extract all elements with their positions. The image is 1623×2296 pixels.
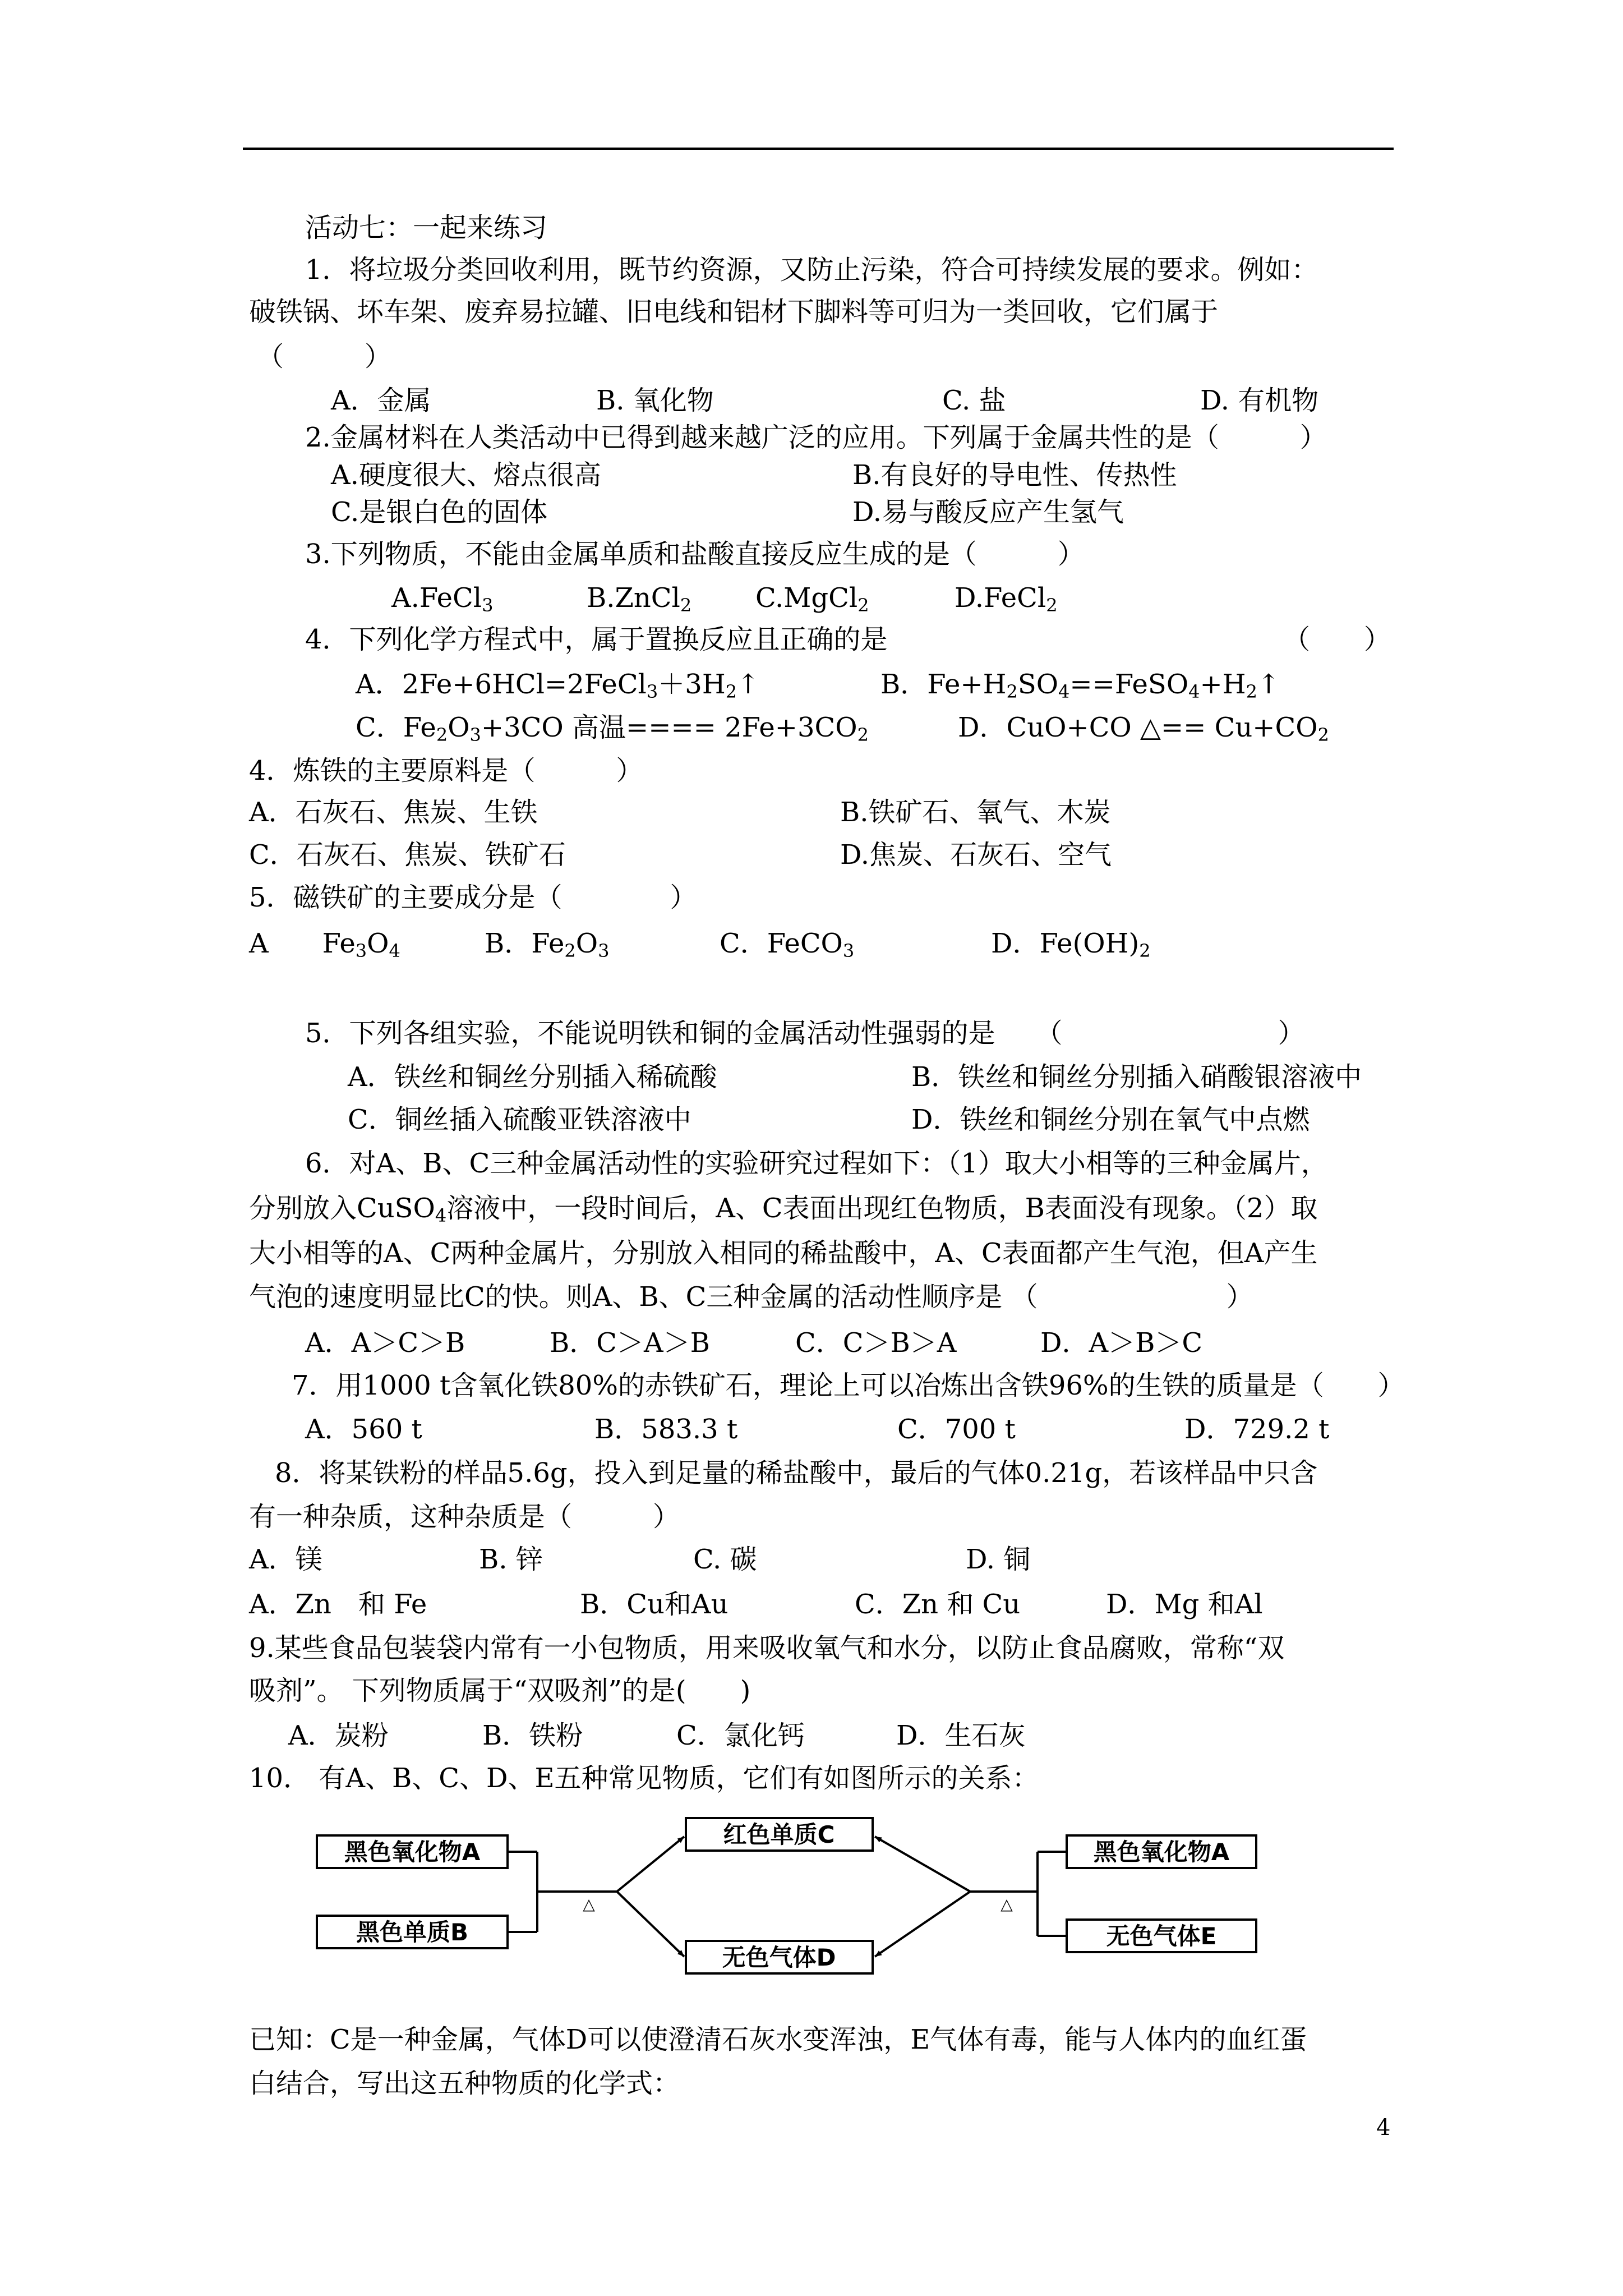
- q3-option-a: A.FeCl$_3$: [391, 582, 494, 616]
- q1-option-a: A．金属: [331, 385, 431, 416]
- q8-option-c2: C．Zn 和 Cu: [855, 1589, 1021, 1620]
- q4-option-a: A．$2Fe+6HCl=2FeCl_3+3H_2↑$: [356, 669, 760, 702]
- label-right-top: 黑色氧化物A: [1093, 1838, 1230, 1866]
- q5b-option-c: C．铜丝插入硫酸亚铁溶液中: [348, 1104, 691, 1135]
- label-mid-bottom: 无色气体D: [722, 1944, 836, 1971]
- q8-option-b: B. 锌: [479, 1544, 543, 1575]
- q1-option-d: D. 有机物: [1200, 385, 1319, 416]
- q9-line2: 吸剂”。 下列物质属于“双吸剂”的是( ): [249, 1675, 751, 1706]
- q4-option-d: D．CuO+CO △== $Cu+CO_2$: [958, 712, 1329, 746]
- q5b-option-b: B．铁丝和铜丝分别插入硝酸银溶液中: [911, 1061, 1362, 1093]
- q9-option-b: B．铁粉: [482, 1720, 583, 1751]
- q7-option-c: C．700 t: [897, 1414, 1016, 1445]
- page-number: 4: [1376, 2115, 1391, 2141]
- q1-line1: 1．将垃圾分类回收利用，既节约资源，又防止污染，符合可持续发展的要求。例如：: [305, 254, 1318, 286]
- q6-line4: 气泡的速度明显比C的快。则A、B、C三种金属的活动性顺序是 （ ）: [249, 1281, 1253, 1313]
- q6-line1: 6．对A、B、C三种金属活动性的实验研究过程如下：（1）取大小相等的三种金属片，: [305, 1148, 1328, 1179]
- q4-option-b: B．$Fe+H_2SO_4==FeSO_4+H_2↑$: [880, 669, 1280, 702]
- q7-option-d: D．729.2 t: [1184, 1414, 1330, 1445]
- heat-symbol-left: △: [583, 1895, 595, 1913]
- q10-known-line1: 已知：C是一种金属，气体D可以使澄清石灰水变浑浊，E气体有毒，能与人体内的血红蛋: [249, 2024, 1307, 2055]
- q1-option-b: B. 氧化物: [596, 385, 714, 416]
- q5a-option-d: D．$Fe(OH)_2$: [991, 928, 1151, 961]
- q4b-stem: 4．炼铁的主要原料是（ ）: [249, 755, 643, 786]
- label-right-bottom: 无色气体E: [1106, 1922, 1217, 1950]
- q5b-option-a: A．铁丝和铜丝分别插入稀硫酸: [348, 1061, 717, 1093]
- q1-paren: （ ）: [257, 341, 392, 372]
- q10-stem: 10． 有A、B、C、D、E五种常见物质，它们有如图所示的关系：: [249, 1763, 1039, 1794]
- q10-known-line2: 白结合，写出这五种物质的化学式：: [249, 2068, 680, 2099]
- q5b-option-d: D．铁丝和铜丝分别在氧气中点燃: [911, 1104, 1310, 1135]
- q4-paren: （ ）: [1283, 624, 1391, 655]
- reaction-diagram: [303, 1806, 1290, 1991]
- q6-option-c: C．C＞B＞A: [795, 1327, 957, 1359]
- label-left-top: 黑色氧化物A: [344, 1838, 481, 1866]
- q1-line2: 破铁锅、坏车架、废弃易拉罐、旧电线和铝材下脚料等可归为一类回收，它们属于: [249, 296, 1219, 328]
- q3-option-d: D.FeCl$_2$: [955, 582, 1058, 616]
- q6-option-a: A．A＞C＞B: [305, 1327, 465, 1359]
- q2-option-d: D.易与酸反应产生氢气: [852, 496, 1124, 528]
- q5a-option-c: C．FeCO$_3$: [720, 928, 855, 961]
- q5a-option-b: B．$Fe_2O_3$: [485, 928, 610, 961]
- q2-option-b: B.有良好的导电性、传热性: [852, 459, 1177, 491]
- q2-option-c: C.是银白色的固体: [331, 496, 548, 528]
- q7-option-b: B．583.3 t: [594, 1414, 738, 1445]
- heat-symbol-right: △: [1000, 1895, 1013, 1913]
- q8-option-a2: A．Zn 和 Fe: [249, 1589, 427, 1620]
- q6-line2: 分别放入CuSO$_4$溶液中，一段时间后，A、C表面出现红色物质，B表面没有现象。（2）取: [249, 1193, 1318, 1226]
- q4-stem: 4．下列化学方程式中，属于置换反应且正确的是: [305, 624, 888, 655]
- q5b-stem: 5．下列各组实验，不能说明铁和铜的金属活动性强弱的是 （ ）: [305, 1018, 1305, 1049]
- q3-option-b: B.ZnCl$_2$: [587, 582, 692, 616]
- q4b-option-b: B.铁矿石、氧气、木炭: [840, 797, 1111, 828]
- q9-line1: 9.某些食品包装袋内常有一小包物质，用来吸收氧气和水分，以防止食品腐败，常称“双: [249, 1632, 1285, 1664]
- q6-option-b: B．C＞A＞B: [550, 1327, 710, 1359]
- q9-option-c: C．氯化钙: [676, 1720, 805, 1751]
- header-rule: [243, 148, 1394, 150]
- q8-option-d2: D．Mg 和Al: [1106, 1589, 1263, 1620]
- label-left-bottom: 黑色单质B: [356, 1918, 469, 1946]
- q7-stem: 7．用1000 t含氧化铁80%的赤铁矿石，理论上可以冶炼出含铁96%的生铁的质量是（ ）: [292, 1370, 1405, 1401]
- q8-option-a: A．镁: [249, 1544, 322, 1575]
- q8-option-d: D. 铜: [966, 1544, 1031, 1575]
- q2-stem: 2.金属材料在人类活动中已得到越来越广泛的应用。下列属于金属共性的是（ ）: [305, 422, 1327, 453]
- q4b-option-d: D.焦炭、石灰石、空气: [840, 839, 1112, 871]
- q4-option-c: C．$Fe_2O_3+3CO$ 高温==== $2Fe+3CO_2$: [356, 712, 869, 746]
- q6-option-d: D．A＞B＞C: [1040, 1327, 1203, 1359]
- label-mid-top: 红色单质C: [723, 1821, 835, 1848]
- q1-option-c: C. 盐: [942, 385, 1006, 416]
- q8-line2: 有一种杂质，这种杂质是（ ）: [249, 1501, 680, 1533]
- heading: 活动七：一起来练习: [305, 212, 548, 243]
- q5a-stem: 5．磁铁矿的主要成分是（ ）: [249, 882, 697, 913]
- q8-option-b2: B．Cu和Au: [580, 1589, 728, 1620]
- q3-stem: 3.下列物质，不能由金属单质和盐酸直接反应生成的是（ ）: [305, 539, 1085, 570]
- q9-option-a: A．炭粉: [288, 1720, 389, 1751]
- q3-option-c: C.MgCl$_2$: [755, 582, 869, 616]
- q4b-option-c: C．石灰石、焦炭、铁矿石: [249, 839, 566, 871]
- q6-line3: 大小相等的A、C两种金属片，分别放入相同的稀盐酸中，A、C表面都产生气泡，但A产生: [249, 1237, 1318, 1269]
- q4b-option-a: A．石灰石、焦炭、生铁: [249, 797, 538, 828]
- q2-option-a: A.硬度很大、熔点很高: [331, 459, 601, 491]
- q8-line1: 8．将某铁粉的样品5.6g，投入到足量的稀盐酸中，最后的气体0.21g，若该样品中只含: [275, 1457, 1318, 1489]
- q5a-option-a: A $Fe_3O_4$: [249, 928, 400, 961]
- q9-option-d: D．生石灰: [896, 1720, 1026, 1751]
- q8-option-c: C. 碳: [693, 1544, 757, 1575]
- q7-option-a: A．560 t: [305, 1414, 422, 1445]
